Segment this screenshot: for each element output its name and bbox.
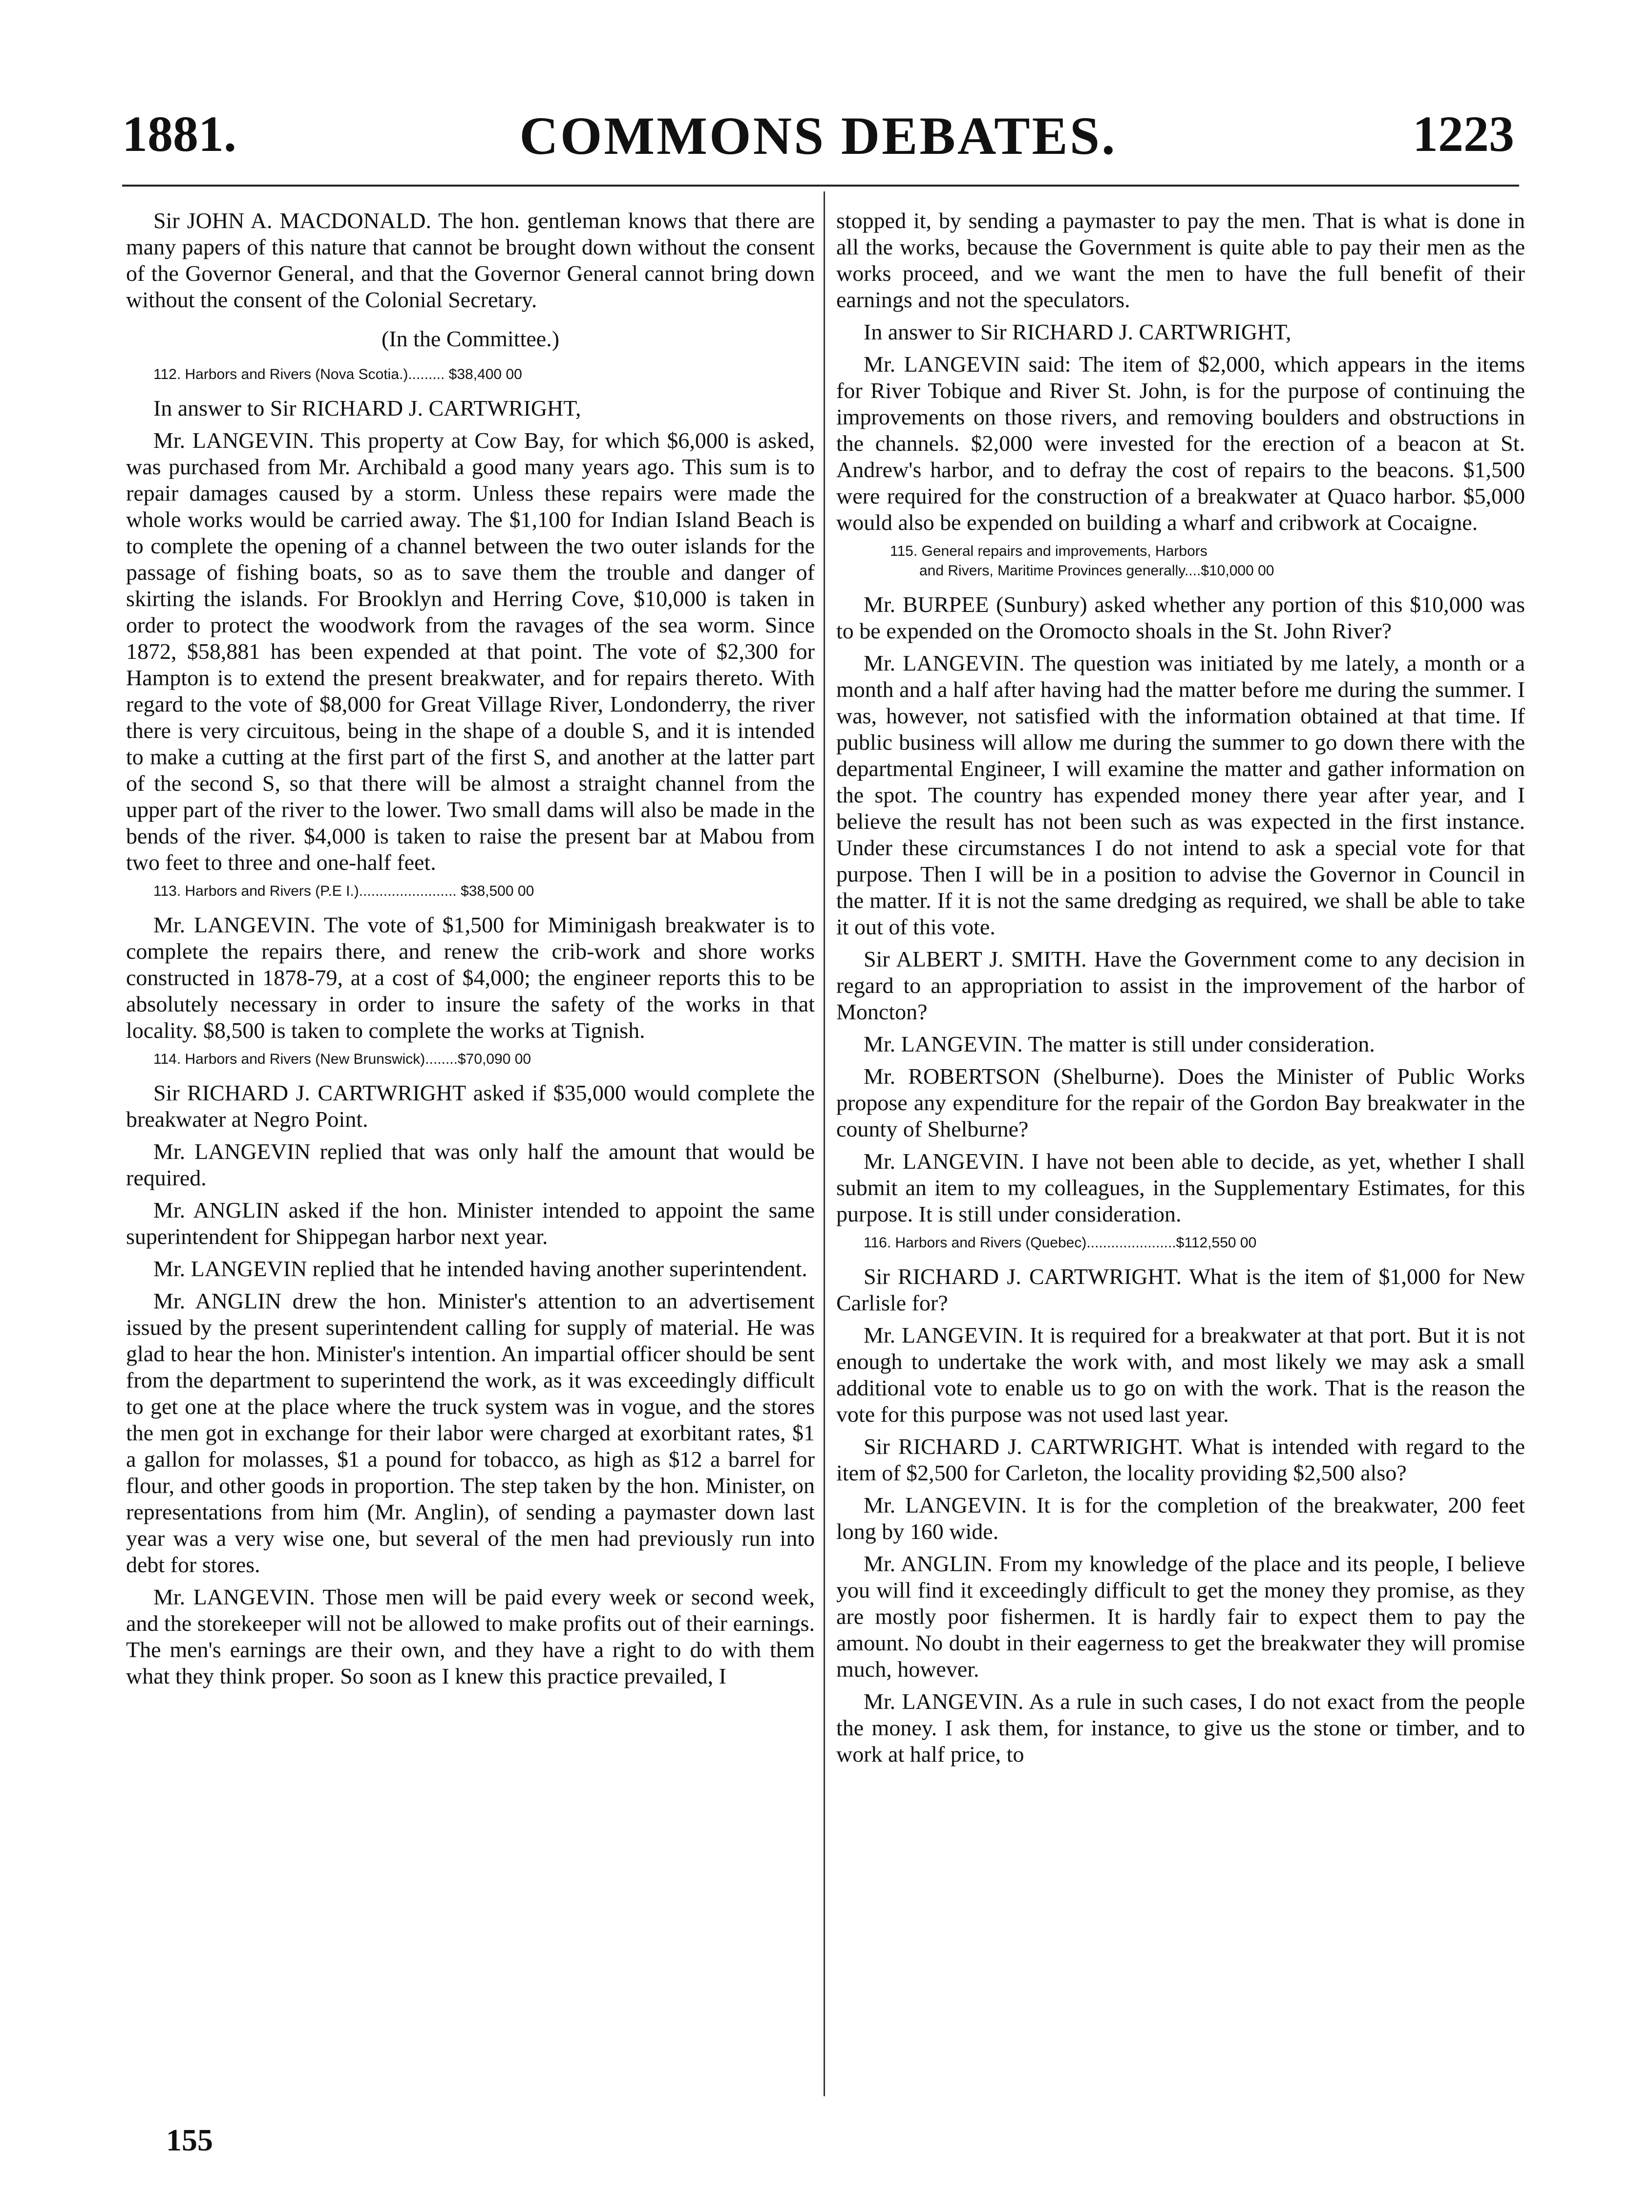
paragraph: Mr. LANGEVIN replied that he intended having another superintendent.	[153, 1256, 807, 1281]
paragraph: Mr. LANGEVIN said: The item of $2,000, which appears in the items for River Tobique and River St. John, is for the purpose of continuing the improvements on those rivers, and removing boulders and obstructions in the channels. $2,000 were invested for the erection of a beacon at St. Andrew's harbor, and to defray the cost of repairs to the beacons. $1,500 were required for the construction of a breakwater at Quaco harbor. $5,000 would also be expended on building a wharf and cribwork at Cocaigne.	[836, 352, 1525, 535]
paragraph: Sir RICHARD J. CARTWRIGHT. What is intended with regard to the item of $2,500 for Carleton, the locality providing $2,500 also?	[836, 1434, 1525, 1485]
paragraph: Sir RICHARD J. CARTWRIGHT. What is the item of $1,000 for New Carlisle for?	[836, 1264, 1525, 1315]
paragraph: Mr. LANGEVIN. The question was initiated by me lately, a month or a month and a half after having had the matter before me during the summer. I was, however, not satisfied with the information obtained at that time. If public business will allow me during the summer to go down there with the departmental Engineer, I will examine the matter and gather information on the spot. The country has expended money there year after year, and I believe the result has not been such as was expected in the first instance. Under these circumstances I do not intend to ask a special vote for that purpose. Then I will be in a position to advise the Governor in Council in the matter. If it is not the same dredging as required, we shall be able to take it out of this vote.	[836, 651, 1525, 939]
paragraph: Mr. LANGEVIN. I have not been able to decide, as yet, whether I shall submit an item to my colleagues, in the Supplementary Estimates, for this purpose. It is still under consideration.	[836, 1149, 1525, 1226]
estimate-item-113: 113. Harbors and Rivers (P.E I.)........................ $38,500 00	[153, 883, 534, 899]
paragraph: Mr. LANGEVIN. Those men will be paid every week or second week, and the storekeeper will not be allowed to make profits out of their earnings. The men's earnings are their own, and they have a right to do with them what they think proper. So soon as I knew this practice prevailed, I	[126, 1584, 815, 1688]
paragraph: Mr. ANGLIN asked if the hon. Minister intended to appoint the same superintendent for Shippegan harbor next year.	[126, 1198, 815, 1249]
paragraph: Mr. LANGEVIN. This property at Cow Bay, for which $6,000 is asked, was purchased from Mr. Archibald a good many years ago. This sum is to repair damages caused by a storm. Unless these repairs were made the whole works would be carried away. The $1,100 for Indian Island Beach is to complete the opening of a channel between the two outer islands for the passage of fishing boats, so as to save them the trouble and danger of skirting the islands. For Brooklyn and Herring Cove, $10,000 is taken in order to protect the woodwork from the ravages of the sea worm. Since 1872, $58,881 has been expended at that point. The vote of $2,300 for Hampton is to extend the present breakwater, and for repairs thereto. With regard to the vote of $8,000 for Great Village River, Londonderry, the river there is very circuitous, being in the shape of a double S, and it is intended to make a cutting at the first part of the first S, and another at the latter part of the second S, so that there will be almost a straight channel from the upper part of the river to the lower. Two small dams will also be made in the bends of the river. $4,000 is taken to raise the present bar at Mabou from two feet to three and one-half feet.	[126, 428, 815, 875]
header-title: COMMONS DEBATES.	[519, 106, 1117, 166]
paragraph: Mr. LANGEVIN. It is for the completion of the breakwater, 200 feet long by 160 wide.	[836, 1493, 1525, 1544]
header-year: 1881.	[122, 106, 236, 162]
signature-mark: 155	[166, 2123, 213, 2157]
paragraph: Mr. ANGLIN drew the hon. Minister's attention to an advertisement issued by the present superintendent calling for supply of material. He was glad to hear the hon. Minister's intention. An impartial officer should be sent from the department to superintend the work, as it was exceedingly difficult to get one at the place where the truck system was in vogue, and the stores the men got in exchange for their labor were charged at exorbitant rates, $1 a gallon for molasses, $1 a pound for tobacco, as high as $12 a barrel for flour, and other goods in proportion. The step taken by the hon. Minister, on representations from him (Mr. Anglin), of sending a paymaster down last year was a very wise one, but several of the men had previously run into debt for stores.	[126, 1288, 815, 1577]
estimate-item-116: 116. Harbors and Rivers (Quebec)......................$112,550 00	[864, 1235, 1257, 1251]
estimate-item-112: 112. Harbors and Rivers (Nova Scotia.)......... $38,400 00	[153, 366, 522, 382]
left-column	[126, 208, 815, 1695]
paragraph: In answer to Sir RICHARD J. CARTWRIGHT,	[864, 319, 1292, 344]
paragraph: In answer to Sir RICHARD J. CARTWRIGHT,	[153, 396, 581, 421]
page-header	[122, 105, 1514, 178]
estimate-item-115-line1: 115. General repairs and improvements, Harbors	[890, 543, 1207, 559]
paragraph: Sir RICHARD J. CARTWRIGHT asked if $35,000 would complete the breakwater at Negro Point.	[126, 1080, 815, 1132]
column-divider	[824, 191, 825, 2096]
paragraph: Mr. ANGLIN. From my knowledge of the place and its people, I believe you will find it exceedingly difficult to get the money they promise, as they are mostly poor fishermen. It is hardly fair to expect them to pay the amount. No doubt in their eagerness to get the breakwater they will promise much, however.	[836, 1551, 1525, 1682]
paragraph: Mr. LANGEVIN. The matter is still under consideration.	[864, 1032, 1375, 1056]
right-column	[836, 208, 1525, 1773]
paragraph: Mr. LANGEVIN replied that was only half the amount that would be required.	[126, 1139, 815, 1190]
header-rule	[122, 185, 1519, 187]
paragraph: Mr. LANGEVIN. The vote of $1,500 for Miminigash breakwater is to complete the repairs there, and renew the crib-work and shore works constructed in 1878-79, at a cost of $4,000; the engineer reports this to be absolutely necessary in order to insure the safety of the works in that locality. $8,500 is taken to complete the works at Tignish.	[126, 912, 815, 1043]
paragraph: Sir JOHN A. MACDONALD. The hon. gentleman knows that there are many papers of this nature that cannot be brought down without the consent of the Governor General, and that the Governor General cannot bring down without the consent of the Colonial Secretary.	[126, 208, 815, 312]
paragraph: Mr. ROBERTSON (Shelburne). Does the Minister of Public Works propose any expenditure for the repair of the Gordon Bay breakwater in the county of Shelburne?	[836, 1064, 1525, 1141]
paragraph: Sir ALBERT J. SMITH. Have the Government come to any decision in regard to an appropriation to assist in the improvement of the harbor of Moncton?	[836, 947, 1525, 1024]
paragraph: stopped it, by sending a paymaster to pay the men. That is what is done in all the works, because the Government is quite able to pay their men as the works proceed, and we want the men to have the full benefit of their earnings and not the speculators.	[836, 208, 1525, 312]
paragraph: Mr. LANGEVIN. As a rule in such cases, I do not exact from the people the money. I ask them, for instance, to give us the stone or timber, and to work at half price, to	[836, 1689, 1525, 1767]
paragraph: Mr. LANGEVIN. It is required for a breakwater at that port. But it is not enough to undertake the work with, and most likely we may ask a small additional vote to enable us to go on with the work. That is the reason the vote for this purpose was not used last year.	[836, 1323, 1525, 1427]
committee-heading: (In the Committee.)	[381, 326, 560, 351]
page-number: 1223	[1413, 106, 1514, 162]
paragraph: Mr. BURPEE (Sunbury) asked whether any portion of this $10,000 was to be expended on the Oromocto shoals in the St. John River?	[836, 592, 1525, 643]
estimate-item-115-line2: and Rivers, Maritime Provinces generally....$10,000 00	[919, 563, 1274, 579]
estimate-item-114: 114. Harbors and Rivers (New Brunswick)........$70,090 00	[153, 1051, 531, 1067]
